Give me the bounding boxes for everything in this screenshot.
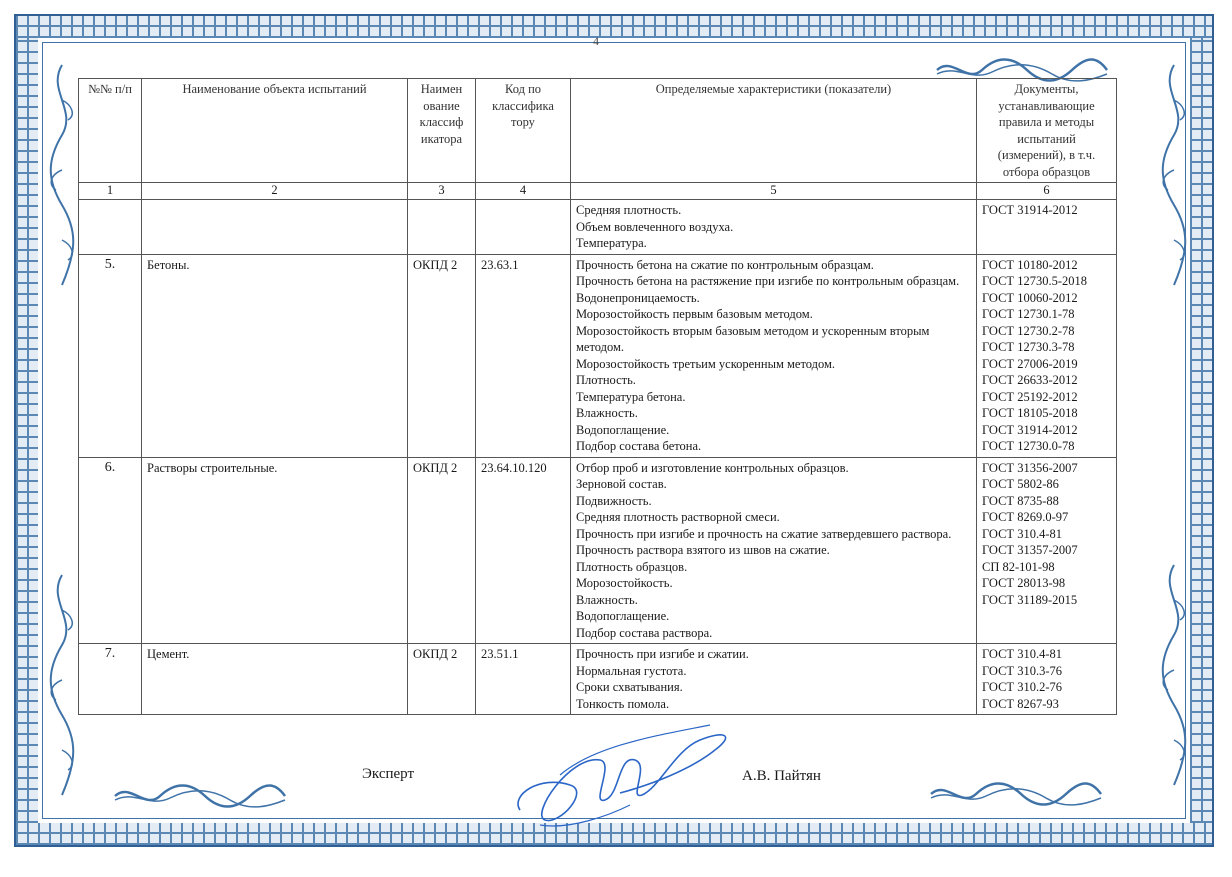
characteristics-cell bbox=[571, 200, 977, 255]
document-item: ГОСТ 28013-98 bbox=[982, 576, 1066, 590]
classifier-cell: ОКПД 2 bbox=[408, 644, 476, 715]
header-object-name: Наименование объекта испытаний bbox=[142, 79, 408, 183]
characteristic-item: Морозостойкость первым базовым методом. bbox=[576, 307, 813, 321]
document-item: ГОСТ 12730.0-78 bbox=[982, 439, 1075, 453]
row-number: 5. bbox=[79, 254, 142, 457]
expert-label: Эксперт bbox=[362, 766, 415, 782]
header-classifier: Наимен ование классиф икатора bbox=[408, 79, 476, 183]
column-number: 2 bbox=[142, 183, 408, 200]
characteristic-item: Средняя плотность растворной смеси. bbox=[576, 510, 780, 524]
documents-cell bbox=[977, 644, 1117, 715]
characteristic-item: Температура бетона. bbox=[576, 389, 686, 404]
document-item: ГОСТ 10180-2012 bbox=[982, 257, 1078, 272]
documents-cell bbox=[977, 457, 1117, 644]
code-cell bbox=[476, 200, 571, 255]
classifier-cell bbox=[408, 200, 476, 255]
document-item: ГОСТ 18105-2018 bbox=[982, 406, 1078, 420]
characteristic-item: Подбор состава раствора. bbox=[576, 625, 713, 640]
characteristic-item: Температура. bbox=[576, 236, 647, 250]
characteristic-item: Подвижность. bbox=[576, 493, 652, 508]
characteristic-item: Прочность бетона на растяжение при изгибе по контрольным образцам. bbox=[576, 274, 960, 288]
object-name: Цемент. bbox=[142, 644, 408, 715]
table-row bbox=[79, 457, 1117, 644]
object-name: Бетоны. bbox=[142, 254, 408, 457]
document-item: ГОСТ 12730.1-78 bbox=[982, 307, 1075, 321]
header-characteristics: Определяемые характеристики (показатели) bbox=[571, 79, 977, 183]
document-item: ГОСТ 12730.2-78 bbox=[982, 323, 1075, 338]
classifier-cell: ОКПД 2 bbox=[408, 254, 476, 457]
characteristics-cell bbox=[571, 644, 977, 715]
document-item: ГОСТ 10060-2012 bbox=[982, 290, 1078, 305]
characteristic-item: Зерновой состав. bbox=[576, 477, 667, 491]
column-number: 6 bbox=[977, 183, 1117, 200]
characteristics-cell bbox=[571, 254, 977, 457]
object-name: Растворы строительные. bbox=[142, 457, 408, 644]
greek-key-border-left bbox=[16, 38, 38, 823]
row-number: 6. bbox=[79, 457, 142, 644]
column-number: 3 bbox=[408, 183, 476, 200]
document-item: ГОСТ 310.2-76 bbox=[982, 680, 1062, 694]
characteristic-item: Морозостойкость вторым базовым методом и ускоренным вторым методом. bbox=[576, 323, 930, 354]
classifier-cell: ОКПД 2 bbox=[408, 457, 476, 644]
document-item: ГОСТ 31914-2012 bbox=[982, 422, 1078, 437]
document-item: ГОСТ 31357-2007 bbox=[982, 543, 1078, 557]
characteristic-item: Прочность при изгибе и сжатии. bbox=[576, 647, 749, 661]
characteristic-item: Объем вовлеченного воздуха. bbox=[576, 219, 734, 234]
characteristic-item: Водопоглащение. bbox=[576, 609, 670, 623]
characteristic-item: Морозостойкость третьим ускоренным методом. bbox=[576, 356, 836, 371]
column-number: 4 bbox=[476, 183, 571, 200]
table-header-row bbox=[79, 79, 1117, 183]
ornament-vine-left-bottom bbox=[42, 570, 82, 800]
document-item: СП 82-101-98 bbox=[982, 559, 1055, 574]
characteristic-item: Влажность. bbox=[576, 592, 638, 607]
ornament-scroll-bottom-left bbox=[110, 782, 290, 810]
object-name bbox=[142, 200, 408, 255]
document-item: ГОСТ 8735-88 bbox=[982, 493, 1059, 508]
document-item: ГОСТ 310.4-81 bbox=[982, 647, 1062, 661]
signer-name: А.В. Пайтян bbox=[742, 768, 821, 784]
ornament-scroll-bottom-right bbox=[926, 780, 1106, 808]
documents-cell bbox=[977, 254, 1117, 457]
characteristic-item: Плотность. bbox=[576, 373, 636, 387]
page-number: 4 bbox=[593, 34, 599, 48]
characteristic-item: Водопоглащение. bbox=[576, 422, 670, 437]
document-item: ГОСТ 12730.5-2018 bbox=[982, 274, 1087, 288]
table-row bbox=[79, 644, 1117, 715]
header-number: №№ п/п bbox=[79, 79, 142, 183]
characteristic-item: Прочность раствора взятого из швов на сжатие. bbox=[576, 543, 830, 557]
characteristic-item: Нормальная густота. bbox=[576, 663, 687, 678]
ornament-vine-left-top bbox=[42, 60, 82, 290]
greek-key-border-top bbox=[16, 16, 1212, 38]
table-row bbox=[79, 200, 1117, 255]
characteristic-item: Влажность. bbox=[576, 406, 638, 420]
ornament-vine-right-top bbox=[1154, 60, 1194, 290]
documents-cell bbox=[977, 200, 1117, 255]
code-cell: 23.63.1 bbox=[476, 254, 571, 457]
table-row bbox=[79, 254, 1117, 457]
code-cell: 23.51.1 bbox=[476, 644, 571, 715]
characteristic-item: Прочность при изгибе и прочность на сжатие затвердевшего раствора. bbox=[576, 526, 952, 541]
characteristic-item: Плотность образцов. bbox=[576, 559, 688, 574]
document-item: ГОСТ 25192-2012 bbox=[982, 389, 1078, 404]
document-item: ГОСТ 310.4-81 bbox=[982, 526, 1062, 541]
row-number: 7. bbox=[79, 644, 142, 715]
signature-mark bbox=[500, 715, 740, 835]
column-number-row bbox=[79, 183, 1117, 200]
characteristic-item: Водонепроницаемость. bbox=[576, 290, 700, 305]
column-number: 1 bbox=[79, 183, 142, 200]
document-item: ГОСТ 12730.3-78 bbox=[982, 340, 1075, 354]
test-scope-table bbox=[78, 78, 1117, 715]
document-item: ГОСТ 31189-2015 bbox=[982, 592, 1078, 607]
characteristic-item: Средняя плотность. bbox=[576, 203, 682, 217]
header-code: Код по классифика тору bbox=[476, 79, 571, 183]
characteristics-cell bbox=[571, 457, 977, 644]
document-item: ГОСТ 31356-2007 bbox=[982, 460, 1078, 475]
characteristic-item: Отбор проб и изготовление контрольных образцов. bbox=[576, 460, 849, 475]
column-number: 5 bbox=[571, 183, 977, 200]
document-item: ГОСТ 31914-2012 bbox=[982, 203, 1078, 217]
document-item: ГОСТ 27006-2019 bbox=[982, 356, 1078, 371]
characteristic-item: Морозостойкость. bbox=[576, 576, 673, 590]
document-item: ГОСТ 8269.0-97 bbox=[982, 510, 1069, 524]
document-item: ГОСТ 8267-93 bbox=[982, 696, 1059, 711]
document-item: ГОСТ 5802-86 bbox=[982, 477, 1059, 491]
header-documents: Документы, устанавливающие правила и методы испытаний (измерений), в т.ч. отбора образцов bbox=[977, 79, 1117, 183]
document-item: ГОСТ 26633-2012 bbox=[982, 373, 1078, 387]
characteristic-item: Подбор состава бетона. bbox=[576, 439, 702, 453]
code-cell: 23.64.10.120 bbox=[476, 457, 571, 644]
characteristic-item: Сроки схватывания. bbox=[576, 680, 683, 694]
characteristic-item: Тонкость помола. bbox=[576, 696, 670, 711]
ornament-vine-right-bottom bbox=[1154, 560, 1194, 790]
row-number bbox=[79, 200, 142, 255]
characteristic-item: Прочность бетона на сжатие по контрольным образцам. bbox=[576, 257, 874, 272]
document-item: ГОСТ 310.3-76 bbox=[982, 663, 1062, 678]
